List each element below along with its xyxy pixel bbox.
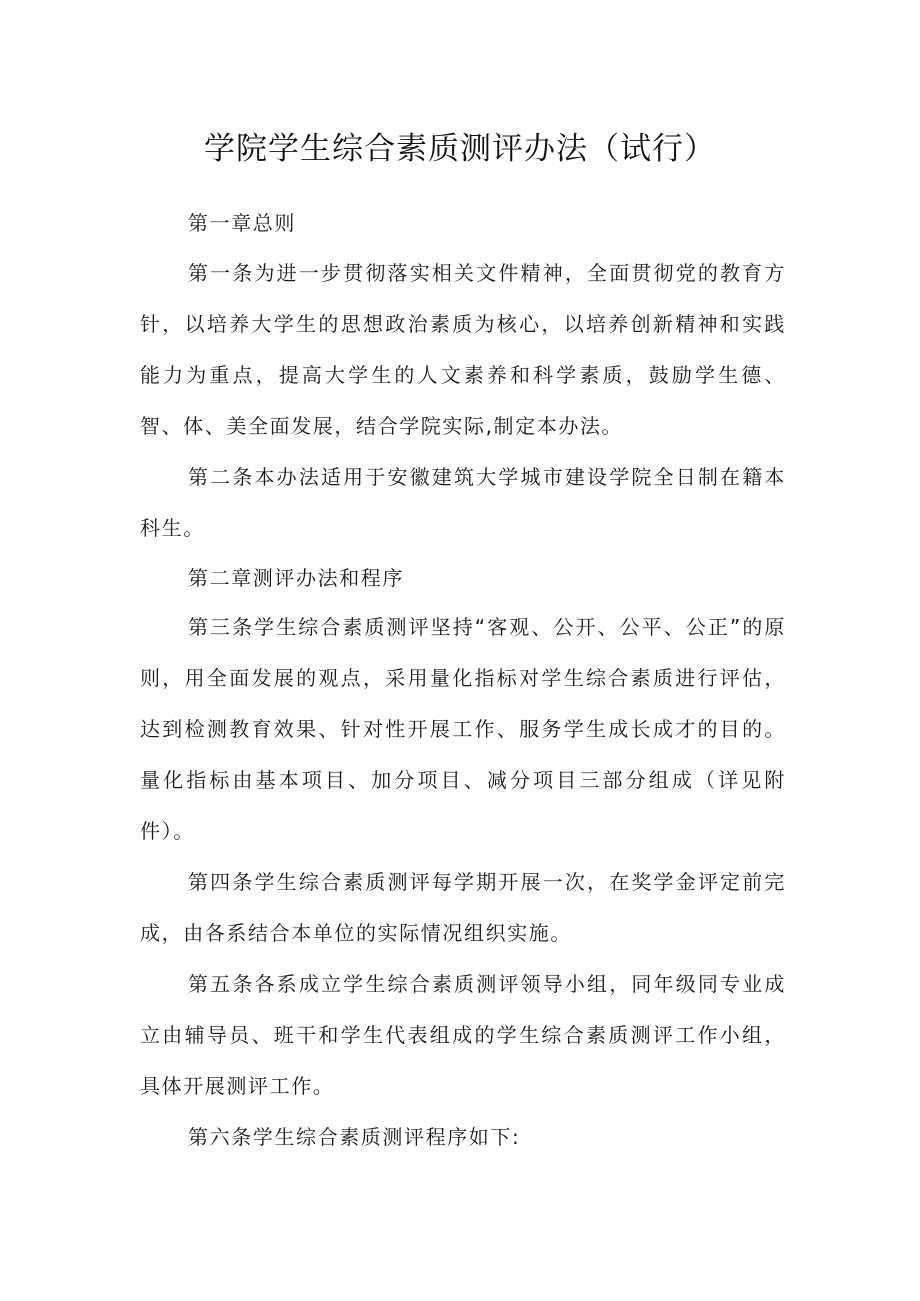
article-6-paragraph: 第六条学生综合素质测评程序如下: [188,1125,521,1150]
article-3-paragraph: 第三条学生综合素质测评坚持“客观、公开、公平、公正”的原则，用全面发展的观点，采用量化指标对学生综合素质进行评估，达到检测教育效果、针对性开展工作、服务学生成长成才的目的。量化指标由基本项目、加分项目、减分项目三部分组成（详见附件）。 [140,615,786,844]
document-title: 学院学生综合素质测评办法（试行） [204,131,716,167]
article-5-paragraph: 第五条各系成立学生综合素质测评领导小组，同年级同专业成立由辅导员、班干和学生代表组成的学生综合素质测评工作小组，具体开展测评工作。 [140,972,786,1099]
article-4-paragraph: 第四条学生综合素质测评每学期开展一次，在奖学金评定前完成，由各系结合本单位的实际情况组织实施。 [140,870,786,946]
article-2-paragraph: 第二条本办法适用于安徽建筑大学城市建设学院全日制在籍本科生。 [140,464,786,540]
article-1-paragraph: 第一条为进一步贯彻落实相关文件精神，全面贯彻党的教育方针，以培养大学生的思想政治素质为核心，以培养创新精神和实践能力为重点，提高大学生的人文素养和科学素质，鼓励学生德、智、体、美全面发展，结合学院实际,制定本办法。 [140,260,786,438]
document-body [140,199,786,1163]
chapter-heading-evaluation-procedure: 第二章测评办法和程序 [188,565,404,590]
chapter-heading-general-provisions: 第一章总则 [188,211,296,235]
